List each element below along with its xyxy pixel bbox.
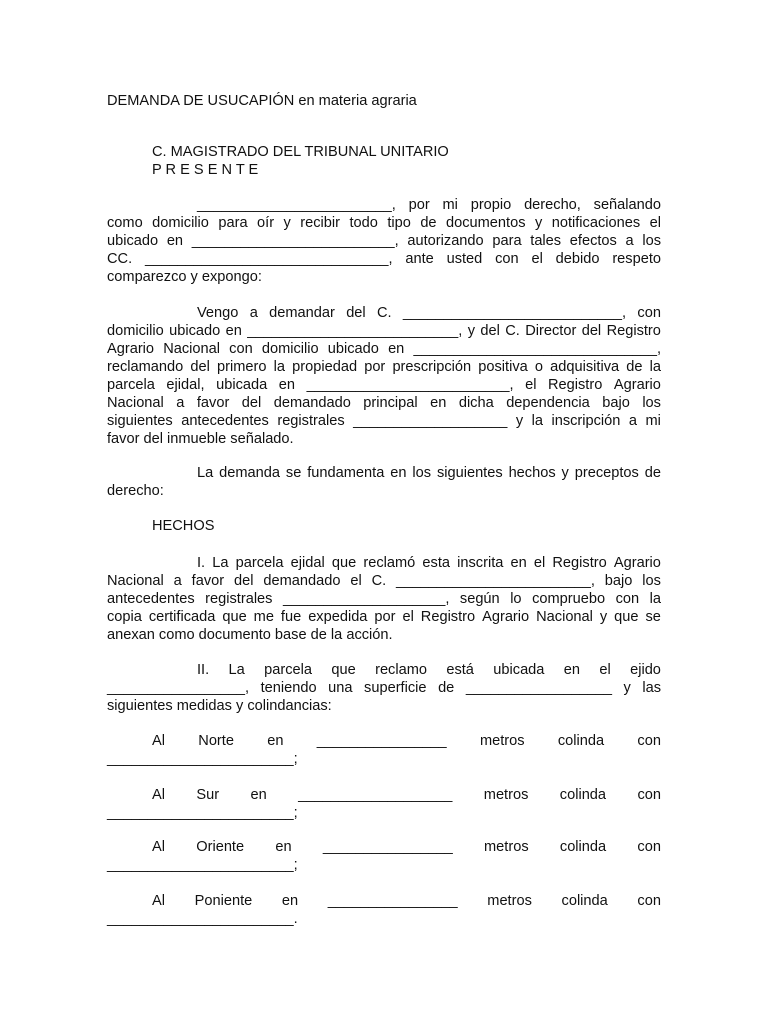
word: ______________________________,: [144, 251, 393, 267]
word: en: [390, 465, 407, 481]
boundary-blank: _______________________;: [107, 805, 298, 821]
word: los: [642, 573, 661, 589]
word: favor: [196, 395, 230, 411]
demand-paragraph-line: [107, 358, 661, 376]
word: del: [480, 323, 500, 339]
word: siguientes: [436, 465, 503, 481]
word: me: [253, 609, 274, 625]
word: ___________________: [298, 787, 453, 803]
word: recibir: [300, 215, 341, 231]
word: Norte: [198, 733, 234, 749]
word: Registro: [552, 555, 607, 571]
word: ante: [405, 251, 434, 267]
word: la: [273, 359, 285, 375]
word: colinda: [559, 787, 607, 803]
word: propiedad: [292, 359, 358, 375]
intro-paragraph-line: comparezco y expongo:: [107, 269, 262, 285]
word: una: [328, 680, 353, 696]
word: ejido: [630, 662, 661, 678]
word: lo: [510, 591, 522, 607]
demand-paragraph-line: favor del inmueble señalado.: [107, 431, 294, 447]
word: certificada: [148, 609, 216, 625]
word: Nacional: [163, 341, 220, 357]
word: demandado: [273, 395, 351, 411]
word: en: [281, 893, 299, 909]
word: Al: [152, 733, 165, 749]
word: bajo: [604, 573, 633, 589]
word: notificaciones: [551, 215, 641, 231]
word: el: [599, 662, 611, 678]
word: Oriente: [196, 839, 245, 855]
word: ________________: [327, 893, 458, 909]
word: Vengo: [197, 305, 239, 321]
word: con: [637, 305, 661, 321]
word: Registro: [547, 377, 603, 393]
word: Al: [152, 893, 165, 909]
word: de: [438, 680, 455, 696]
word: demanda: [219, 465, 280, 481]
word: y: [283, 215, 291, 231]
word: de: [626, 359, 643, 375]
word: bajo: [602, 395, 630, 411]
word: autorizando: [407, 233, 484, 249]
word: _________________________,: [306, 377, 514, 393]
word: compruebo: [532, 591, 606, 607]
word: antecedentes: [181, 413, 269, 429]
hecho1-paragraph-line: [107, 590, 661, 608]
word: antecedentes: [107, 591, 195, 607]
word: ubicada: [216, 377, 268, 393]
word: Agrario: [482, 609, 530, 625]
word: I.: [197, 555, 206, 571]
word: en: [267, 733, 284, 749]
word: Registro: [606, 323, 661, 339]
hecho2-paragraph-line: [107, 679, 661, 697]
word: por: [408, 197, 430, 213]
word: y: [623, 680, 631, 696]
hecho2-paragraph-line: siguientes medidas y colindancias:: [107, 698, 332, 714]
hecho1-paragraph-line: anexan como documento base de la acción.: [107, 627, 393, 643]
word: ________________: [322, 839, 453, 855]
word: usted: [446, 251, 483, 267]
word: Nacional: [536, 609, 593, 625]
word: ________________________,: [197, 197, 396, 213]
word: colinda: [561, 893, 608, 909]
word: reclamó: [363, 555, 416, 571]
word: el: [525, 377, 537, 393]
word: Agrario: [613, 555, 661, 571]
word: metros: [483, 787, 529, 803]
word: C.: [505, 323, 520, 339]
word: C.: [376, 305, 392, 321]
word: tales: [530, 233, 562, 249]
word: metros: [479, 733, 525, 749]
word: que: [331, 555, 357, 571]
word: primero: [217, 359, 267, 375]
word: las: [642, 680, 661, 696]
word: del: [346, 305, 366, 321]
hecho1-paragraph-line: [107, 608, 661, 626]
word: en: [388, 341, 405, 357]
word: en: [250, 787, 267, 803]
word: ________________: [316, 733, 447, 749]
word: Nacional: [107, 573, 164, 589]
word: colinda: [559, 839, 607, 855]
word: inscripción: [551, 413, 621, 429]
word: Director: [525, 323, 577, 339]
word: los: [642, 395, 661, 411]
boundary-blank: _______________________;: [107, 857, 298, 873]
word: ubicado: [169, 323, 221, 339]
word: de: [420, 215, 437, 231]
word: el: [533, 555, 546, 571]
word: inscrita: [457, 555, 504, 571]
word: La: [197, 465, 214, 481]
word: favor: [191, 573, 225, 589]
word: __________________: [465, 680, 612, 696]
boundary-blank: _______________________;: [107, 751, 298, 767]
word: por: [374, 609, 396, 625]
word: que: [222, 609, 247, 625]
word: o: [534, 359, 544, 375]
word: dependencia: [506, 395, 590, 411]
word: mi: [442, 197, 458, 213]
word: y: [534, 215, 543, 231]
word: Al: [152, 787, 165, 803]
word: el: [531, 251, 543, 267]
word: está: [446, 662, 474, 678]
word: la: [531, 413, 543, 429]
word: oír: [257, 215, 275, 231]
word: adquisitiva: [550, 359, 620, 375]
word: en: [430, 395, 447, 411]
document-title: DEMANDA DE USUCAPIÓN en materia agraria: [107, 93, 417, 109]
boundary-row: [152, 732, 661, 750]
word: con: [229, 341, 253, 357]
word: _________________,: [107, 680, 250, 696]
word: demandado: [263, 573, 341, 589]
word: Sur: [196, 787, 220, 803]
word: La: [212, 555, 229, 571]
intro-paragraph-line: [107, 214, 661, 232]
word: derecho,: [524, 197, 581, 213]
addressee: C. MAGISTRADO DEL TRIBUNAL UNITARIO: [152, 144, 449, 160]
word: parcela: [107, 377, 155, 393]
word: copia: [107, 609, 142, 625]
word: respeto: [612, 251, 661, 267]
word: la: [649, 359, 661, 375]
word: a: [173, 573, 182, 589]
hecho1-paragraph-line: [107, 572, 661, 590]
word: expedida: [308, 609, 368, 625]
word: y: [467, 323, 476, 339]
word: y: [561, 465, 569, 481]
word: hechos: [508, 465, 556, 481]
word: como: [107, 215, 143, 231]
word: demandar: [269, 305, 335, 321]
word: a: [625, 233, 634, 249]
word: superficie: [364, 680, 427, 696]
intro-paragraph-line: [107, 232, 661, 250]
word: que: [331, 662, 356, 678]
word: _________________________,: [191, 233, 399, 249]
word: fue: [280, 609, 302, 625]
boundary-row: [152, 838, 661, 856]
word: registrales: [205, 591, 273, 607]
word: propio: [470, 197, 512, 213]
word: Al: [152, 839, 165, 855]
word: ____________________,: [283, 591, 450, 607]
word: con: [637, 733, 661, 749]
word: a: [628, 413, 638, 429]
word: Registro: [420, 609, 476, 625]
word: La: [228, 662, 245, 678]
word: debido: [555, 251, 600, 267]
word: colinda: [557, 733, 605, 749]
word: domicilio: [107, 323, 164, 339]
word: parcela: [264, 662, 312, 678]
word: reclamo: [375, 662, 427, 678]
word: el: [402, 609, 414, 625]
word: a: [176, 395, 185, 411]
word: y: [599, 609, 608, 625]
word: en: [275, 839, 292, 855]
word: preceptos: [574, 465, 639, 481]
word: Nacional: [107, 395, 164, 411]
word: siguientes: [107, 413, 173, 429]
word: positiva: [478, 359, 528, 375]
boundary-row: [152, 786, 661, 804]
word: principal: [363, 395, 418, 411]
word: en: [166, 233, 184, 249]
word: del: [190, 359, 210, 375]
word: ubicado: [327, 341, 379, 357]
intro-paragraph-line: [107, 250, 661, 268]
word: y: [515, 413, 524, 429]
word: con: [637, 787, 661, 803]
word: del: [234, 573, 254, 589]
word: ___________________: [353, 413, 508, 429]
word: con: [615, 591, 640, 607]
word: metros: [484, 839, 529, 855]
word: con: [637, 893, 661, 909]
word: ubicada: [493, 662, 545, 678]
demand-paragraph-line: [107, 412, 661, 430]
word: ubicado: [107, 233, 159, 249]
word: la: [649, 591, 661, 607]
presente-label: P R E S E N T E: [152, 162, 259, 178]
word: para: [218, 215, 248, 231]
boundary-row: [152, 892, 661, 910]
word: todo: [349, 215, 378, 231]
word: II.: [197, 662, 210, 678]
word: con: [495, 251, 519, 267]
demand-paragraph-line: [107, 394, 661, 412]
intro-paragraph-line: [197, 196, 661, 214]
word: con: [637, 839, 661, 855]
hecho1-paragraph-line: [197, 554, 661, 572]
word: efectos: [569, 233, 617, 249]
word: por: [364, 359, 386, 375]
word: Agrario: [613, 377, 661, 393]
word: reclamando: [107, 359, 184, 375]
word: a: [249, 305, 258, 321]
word: domicilio: [261, 341, 319, 357]
word: mi: [645, 413, 661, 429]
basis-paragraph-line: derecho:: [107, 483, 164, 499]
word: los: [412, 465, 432, 481]
hecho2-paragraph-line: [197, 661, 661, 679]
word: ___________________________,: [402, 305, 627, 321]
word: fundamenta: [307, 465, 385, 481]
word: del: [241, 395, 262, 411]
word: domicilio: [152, 215, 209, 231]
word: prescripción: [392, 359, 472, 375]
word: Poniente: [194, 893, 253, 909]
demand-paragraph-line: [107, 322, 661, 340]
word: teniendo: [260, 680, 317, 696]
word: ejidal,: [166, 377, 205, 393]
word: parcela: [235, 555, 284, 571]
word: los: [642, 233, 661, 249]
word: el: [649, 215, 661, 231]
document-page: [107, 0, 661, 1024]
word: del: [581, 323, 602, 339]
word: ________________________,: [396, 573, 595, 589]
word: tipo: [387, 215, 411, 231]
word: registrales: [277, 413, 345, 429]
word: en: [225, 323, 242, 339]
word: en: [563, 662, 581, 678]
word: que: [614, 609, 639, 625]
word: C.: [371, 573, 387, 589]
word: de: [644, 465, 661, 481]
word: en: [278, 377, 296, 393]
word: metros: [487, 893, 532, 909]
word: señalando: [593, 197, 661, 213]
word: __________________________,: [247, 323, 463, 339]
word: dicha: [458, 395, 494, 411]
basis-paragraph-line: [197, 464, 661, 482]
word: CC.: [107, 251, 133, 267]
word: documentos: [446, 215, 526, 231]
word: el: [350, 573, 362, 589]
word: en: [510, 555, 527, 571]
word: ______________________________,: [413, 341, 661, 357]
boundary-blank: _______________________.: [107, 911, 298, 927]
demand-paragraph-line: [197, 304, 661, 322]
demand-paragraph-line: [107, 340, 661, 358]
word: se: [645, 609, 661, 625]
word: se: [285, 465, 302, 481]
hechos-heading: HECHOS: [152, 518, 215, 534]
word: ejidal: [290, 555, 325, 571]
demand-paragraph-line: [107, 376, 661, 394]
word: según: [459, 591, 500, 607]
word: esta: [422, 555, 450, 571]
word: para: [492, 233, 522, 249]
word: Agrario: [107, 341, 155, 357]
